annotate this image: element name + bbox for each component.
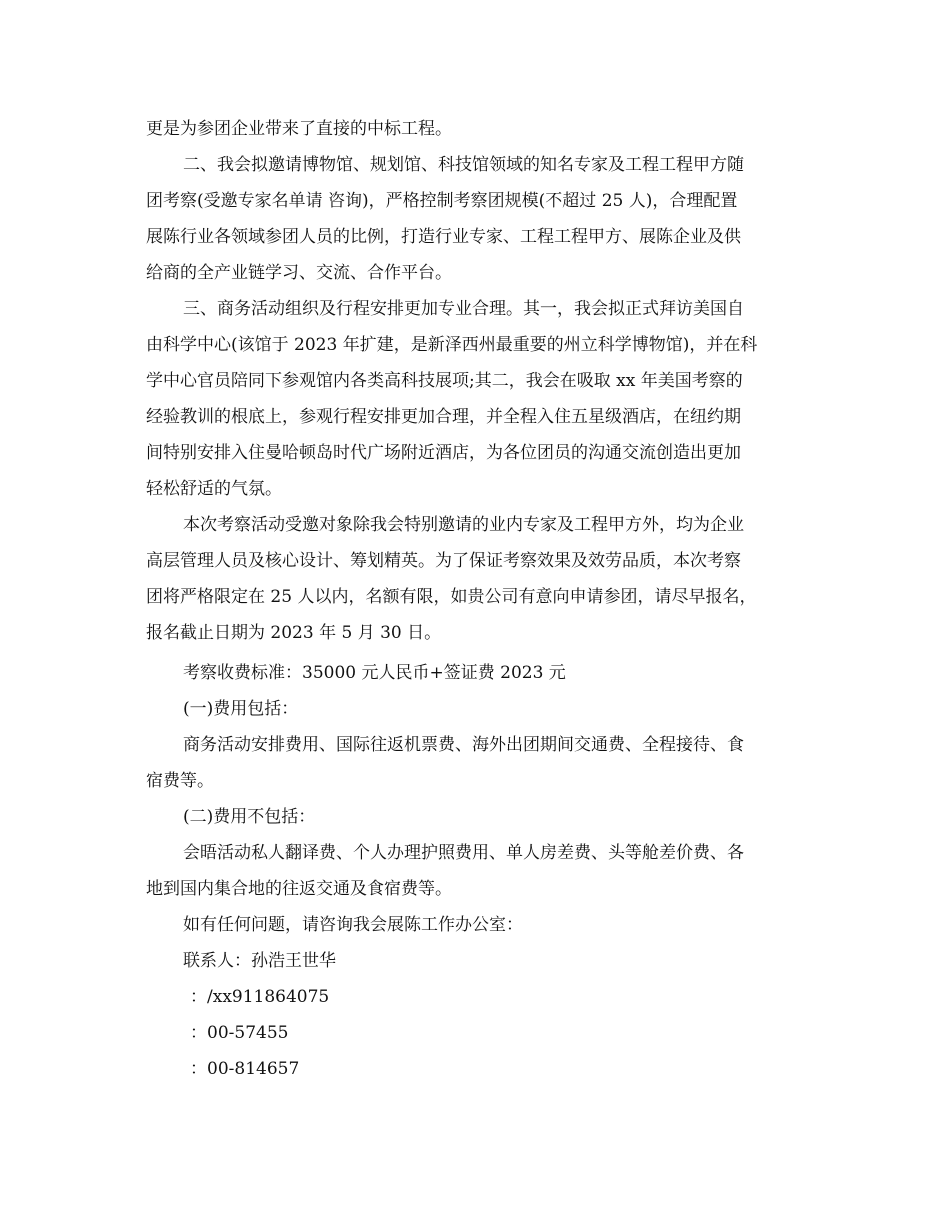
fee-included-heading: (一)费用包括： (183, 699, 299, 719)
text-line: 更是为参团企业带来了直接的中标工程。 (146, 119, 452, 139)
text-line: 三、商务活动组织及行程安排更加专业合理。其一，我会拟正式拜访美国自 (183, 299, 744, 319)
inquiry-text: 如有任何问题，请咨询我会展陈工作办公室： (183, 915, 523, 935)
text-line: 高层管理人员及核心设计、筹划精英。为了保证考察效果及效劳品质，本次考察 (146, 551, 741, 571)
contact-number: ：00-814657 (190, 1059, 300, 1079)
text-line: 轻松舒适的气氛。 (146, 479, 282, 499)
text-line: 会晤活动私人翻译费、个人办理护照费用、单人房差费、头等舱差价费、各 (183, 843, 744, 863)
text-line: 学中心官员陪同下参观馆内各类高科技展项;其二，我会在吸取 xx 年美国考察的 (146, 371, 743, 391)
text-line: 展陈行业各领域参团人员的比例，打造行业专家、工程工程甲方、展陈企业及供 (146, 227, 741, 247)
text-line: 团将严格限定在 25 人以内，名额有限，如贵公司有意向申请参团，请尽早报名， (146, 587, 757, 607)
text-line: 本次考察活动受邀对象除我会特别邀请的业内专家及工程甲方外，均为企业 (183, 515, 744, 535)
fee-excluded-heading: (二)费用不包括： (183, 807, 316, 827)
text-line: 经验教训的根底上，参观行程安排更加合理，并全程入住五星级酒店，在纽约期 (146, 407, 741, 427)
text-line: 团考察(受邀专家名单请 咨询)，严格控制考察团规模(不超过 25 人)，合理配置 (146, 191, 738, 211)
text-line: 二、我会拟邀请博物馆、规划馆、科技馆领域的知名专家及工程工程甲方随 (183, 155, 744, 175)
contact-number: ：00-57455 (190, 1023, 289, 1043)
text-line: 由科学中心(该馆于 2023 年扩建，是新泽西州最重要的州立科学博物馆)，并在科 (146, 335, 758, 355)
text-line: 报名截止日期为 2023 年 5 月 30 日。 (146, 623, 442, 643)
text-line: 给商的全产业链学习、交流、合作平台。 (146, 263, 452, 283)
contact-number: ：/xx911864075 (190, 987, 330, 1007)
text-line: 宿费等。 (146, 771, 214, 791)
contact-person: 联系人：孙浩王世华 (183, 951, 336, 971)
text-line: 商务活动安排费用、国际往返机票费、海外出团期间交通费、全程接待、食 (183, 735, 744, 755)
text-line: 地到国内集合地的往返交通及食宿费等。 (146, 879, 452, 899)
fee-standard: 考察收费标准：35000 元人民币+签证费 2023 元 (183, 663, 566, 683)
text-line: 间特别安排入住曼哈顿岛时代广场附近酒店，为各位团员的沟通交流创造出更加 (146, 443, 741, 463)
